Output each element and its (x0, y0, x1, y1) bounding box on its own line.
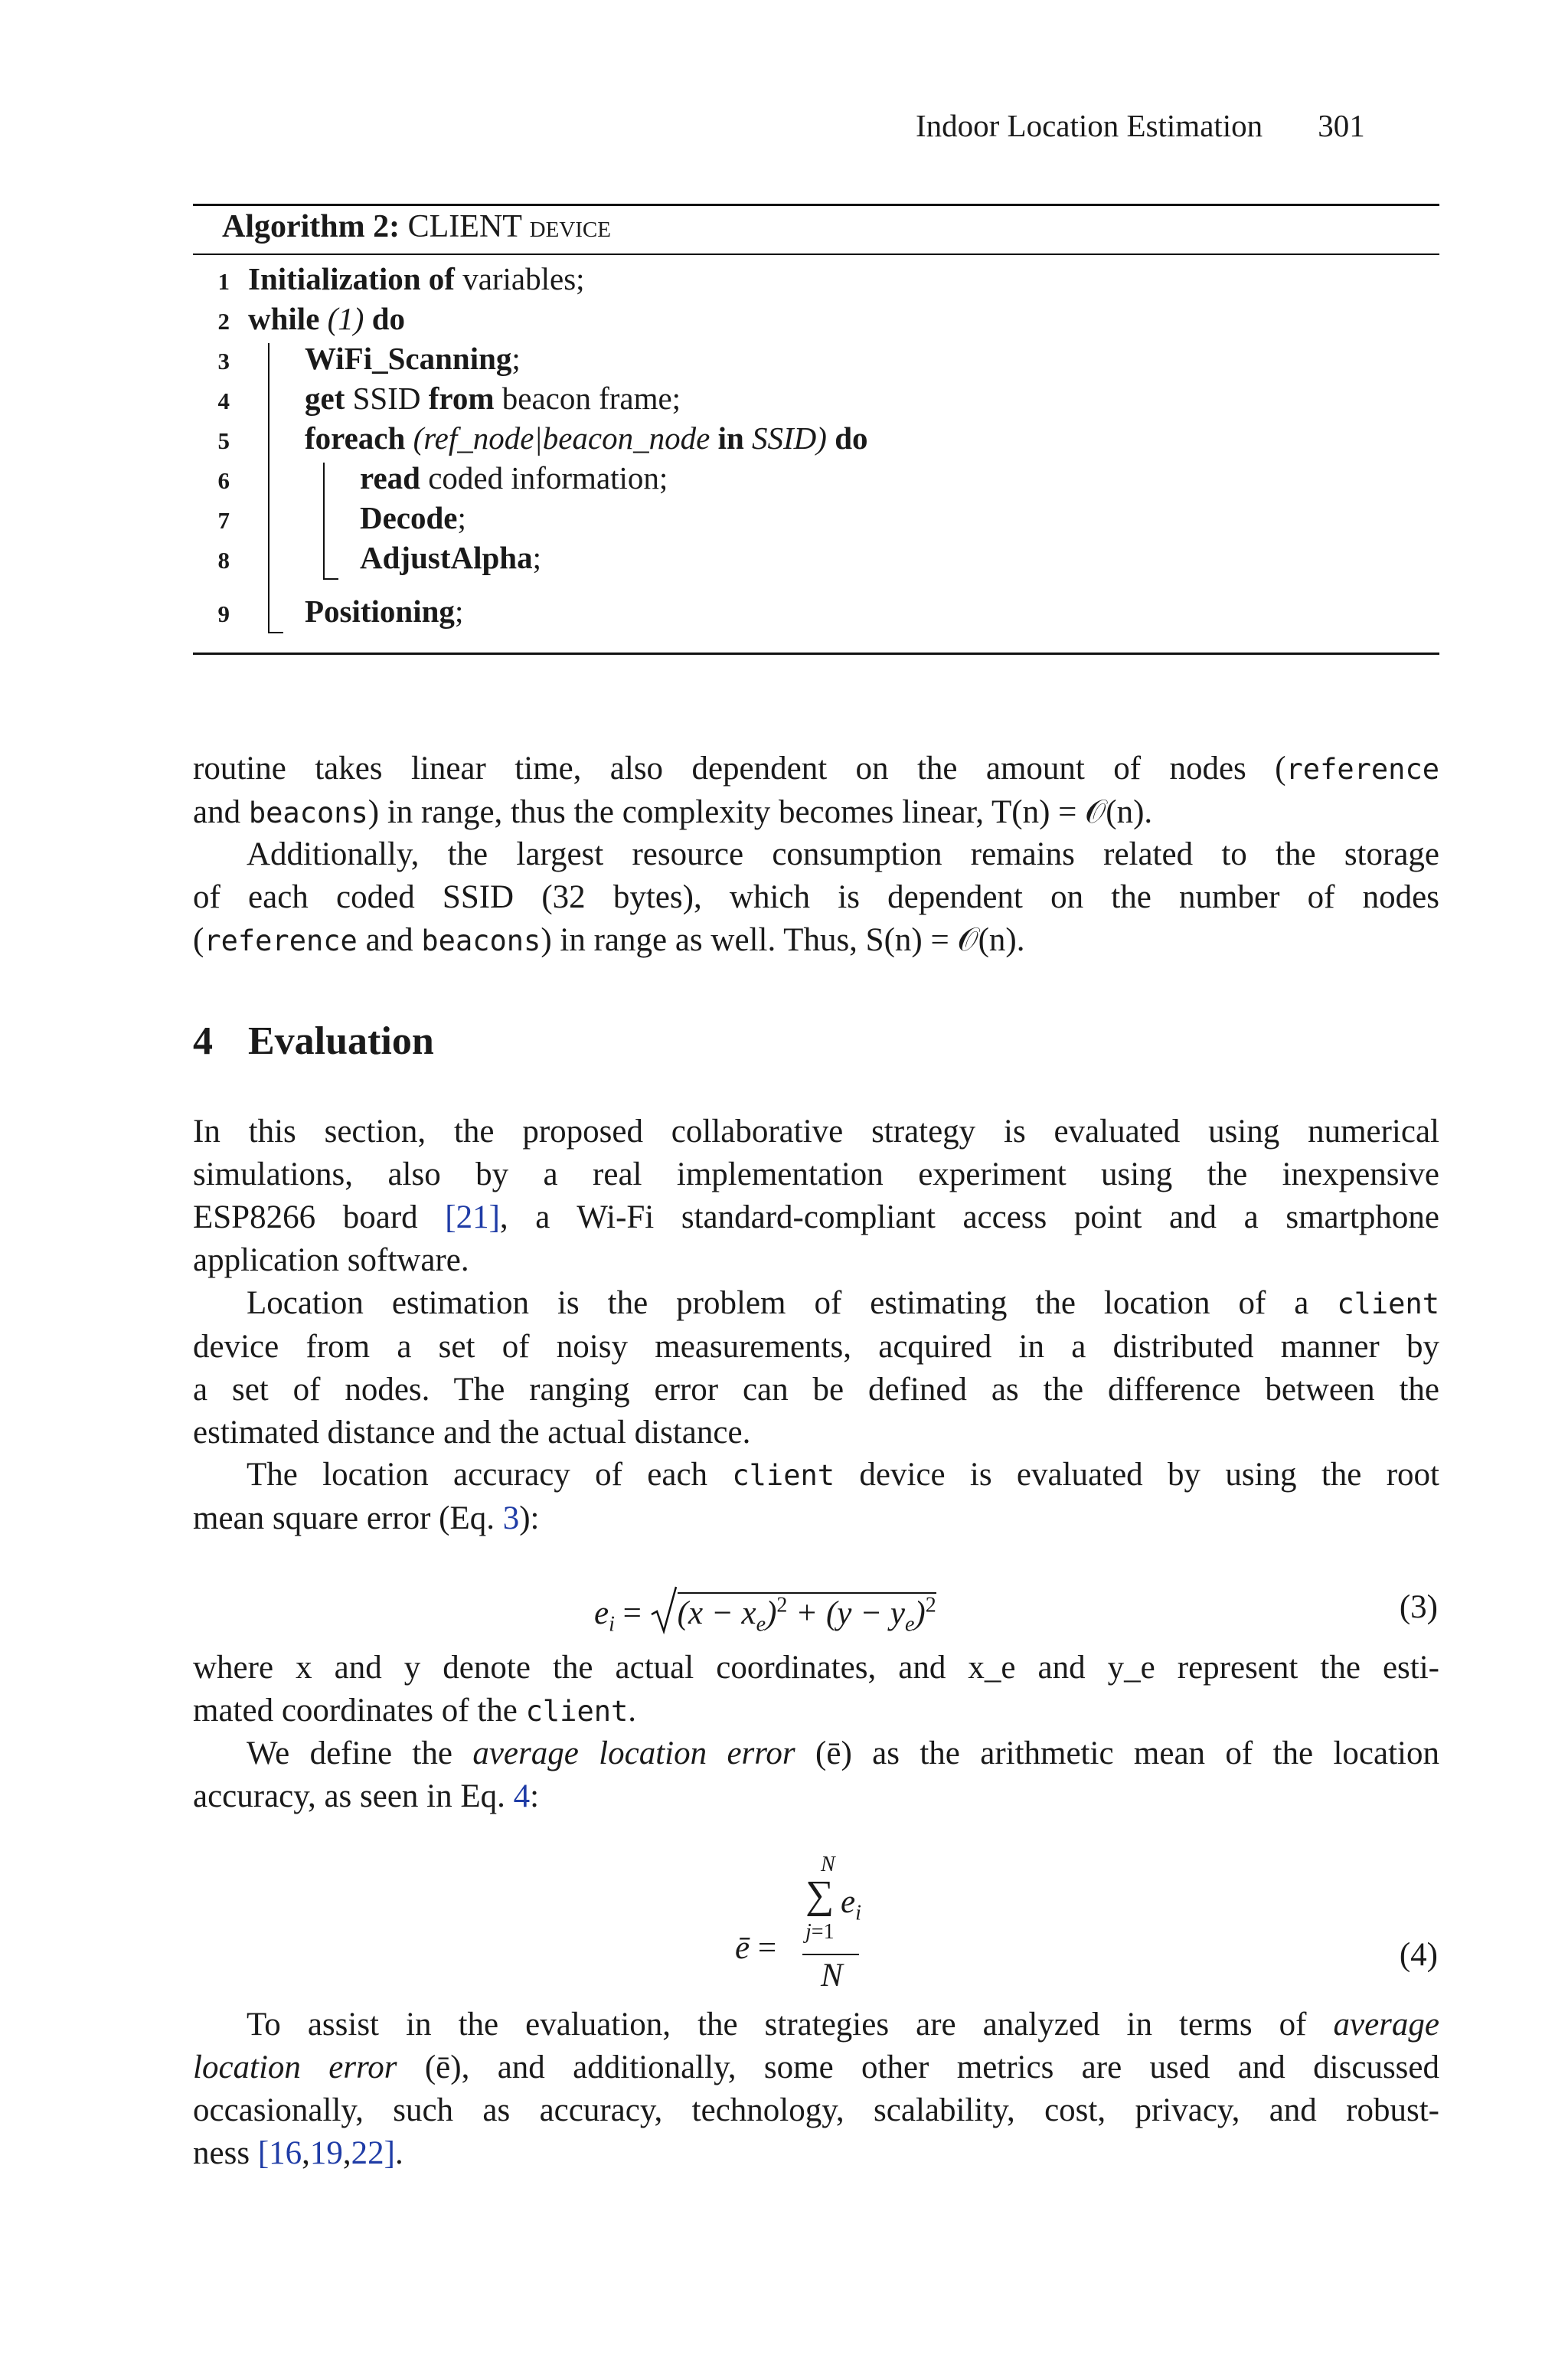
keyword: Decode (360, 500, 458, 535)
keyword: Initialization of (248, 261, 455, 296)
keyword: from (428, 381, 495, 416)
line-text: ; (457, 500, 466, 535)
algorithm-line-7 (207, 499, 466, 536)
keyword: in (717, 420, 744, 456)
equation-link[interactable]: 4 (513, 1778, 531, 1814)
keyword: while (248, 301, 320, 336)
equation-number-3: (3) (1399, 1589, 1438, 1625)
citation-link[interactable]: [16 (257, 2135, 302, 2171)
algorithm-line-5 (207, 420, 868, 456)
line-number: 1 (217, 268, 230, 295)
line-number: 2 (217, 308, 230, 335)
paragraph-average-error: We define the average location error (ē) as the arithmetic mean of the location accuracy, as seen in Eq. 4: (193, 1735, 1439, 1814)
code-client: client (1337, 1287, 1439, 1320)
running-title: Indoor Location Estimation (916, 108, 1263, 143)
running-head (916, 107, 1365, 144)
equation-4: ē = N ∑ $e_i$ j=1 N (735, 1853, 861, 1994)
citation-link[interactable]: 19 (309, 2135, 343, 2171)
paragraph-intro: In this section, the proposed collaborative strategy is evaluated using numerical simulations, also by a real implementation experiment using the inexpensive ESP8266 board [21], a Wi-Fi standard-compliant access point and a smartphone application software. (193, 1114, 1439, 1278)
line-text: variables; (454, 261, 585, 296)
algorithm-label: Algorithm 2: (222, 209, 400, 244)
paragraph-accuracy: The location accuracy of each client device is evaluated by using the root mean square error (Eq. 3): (193, 1457, 1439, 1536)
keyword: WiFi_Scanning (305, 341, 512, 376)
line-text: beacon frame; (494, 381, 681, 416)
keyword: foreach (305, 420, 406, 456)
keyword: do (371, 301, 406, 336)
equation-link[interactable]: 3 (502, 1500, 520, 1536)
code-beacons: beacons (421, 924, 541, 957)
fraction-bar (802, 1954, 859, 1955)
while-block-foot (268, 632, 283, 633)
line-number: 5 (217, 427, 230, 454)
sqrt-icon (650, 1585, 678, 1634)
code-beacons: beacons (248, 796, 368, 829)
page-number: 301 (1318, 108, 1365, 143)
condition: SSID) (743, 420, 835, 456)
line-number: 8 (217, 547, 230, 574)
algorithm-top-rule (193, 204, 1439, 206)
paragraph-complexity: routine takes linear time, also dependent on the amount of nodes (reference and beacons) in range, thus the complexity becomes linear, T(n) = 𝒪(n). (193, 751, 1439, 830)
paragraph-metrics: To assist in the evaluation, the strategies are analyzed in terms of average location error (ē), and additionally, some other metrics are used and discussed occasionally, such as accuracy, technology, scalability, cost, privacy, and robust- ness [16,19,22]. (193, 2007, 1439, 2171)
line-text: SSID (345, 381, 429, 416)
algorithm-line-9 (207, 593, 463, 630)
keyword: Positioning (305, 594, 455, 629)
equation-3: $e_i = (x - x_e)^2 + (y - y_e)^2$ (594, 1585, 936, 1637)
section-title: Evaluation (248, 1019, 434, 1063)
condition: (ref_node|beacon_node (405, 420, 718, 456)
line-text: ; (511, 341, 521, 376)
equation-number-4: (4) (1399, 1937, 1438, 1973)
algorithm-line-4 (207, 380, 681, 417)
algorithm-line-3 (207, 340, 521, 377)
condition: (1) (319, 301, 372, 336)
code-client: client (525, 1695, 629, 1728)
keyword: AdjustAlpha (360, 540, 533, 575)
line-number: 6 (217, 467, 230, 494)
algorithm-line-8 (207, 539, 541, 576)
paragraph-location-estimation: Location estimation is the problem of estimating the location of a client device from a set of noisy measurements, acquired in a distributed manner by a set of nodes. The ranging error can be defined as the difference between the estimated distance and the actual distance. (193, 1285, 1439, 1451)
section-number: 4 (193, 1019, 213, 1063)
code-reference: reference (1285, 753, 1439, 786)
line-number: 3 (217, 348, 230, 375)
section-heading (193, 1019, 434, 1064)
paragraph-storage: Additionally, the largest resource consumption remains related to the storage of each coded SSID (32 bytes), which is dependent on the number of nodes (reference and beacons) in range as well. Thus, S(n) = 𝒪(n). (193, 836, 1439, 958)
line-number: 7 (217, 507, 230, 534)
line-number: 4 (217, 388, 230, 414)
algorithm-mid-rule (193, 254, 1439, 255)
algorithm-line-2 (207, 300, 405, 337)
algorithm-line-6 (207, 460, 668, 496)
algorithm-name: CLIENT device (407, 209, 611, 244)
line-number: 9 (217, 600, 230, 627)
keyword: read (360, 460, 420, 496)
algorithm-bottom-rule (193, 653, 1439, 655)
keyword: get (305, 381, 345, 416)
foreach-block-line (323, 463, 325, 579)
keyword: do (835, 420, 868, 456)
foreach-block-foot (323, 578, 338, 580)
code-client: client (732, 1459, 835, 1492)
line-text: coded information; (420, 460, 668, 496)
line-text: ; (532, 540, 541, 575)
paragraph-where: where x and y denote the actual coordinates, and x_e and y_e represent the esti- mated coordinates of the client. (193, 1650, 1439, 1729)
code-reference: reference (204, 924, 358, 957)
citation-link[interactable]: 22] (351, 2135, 395, 2171)
citation-link[interactable]: [21] (445, 1199, 500, 1235)
algorithm-title (222, 208, 611, 245)
while-block-line (268, 343, 270, 633)
algorithm-line-1 (207, 260, 585, 297)
line-text: ; (454, 594, 464, 629)
